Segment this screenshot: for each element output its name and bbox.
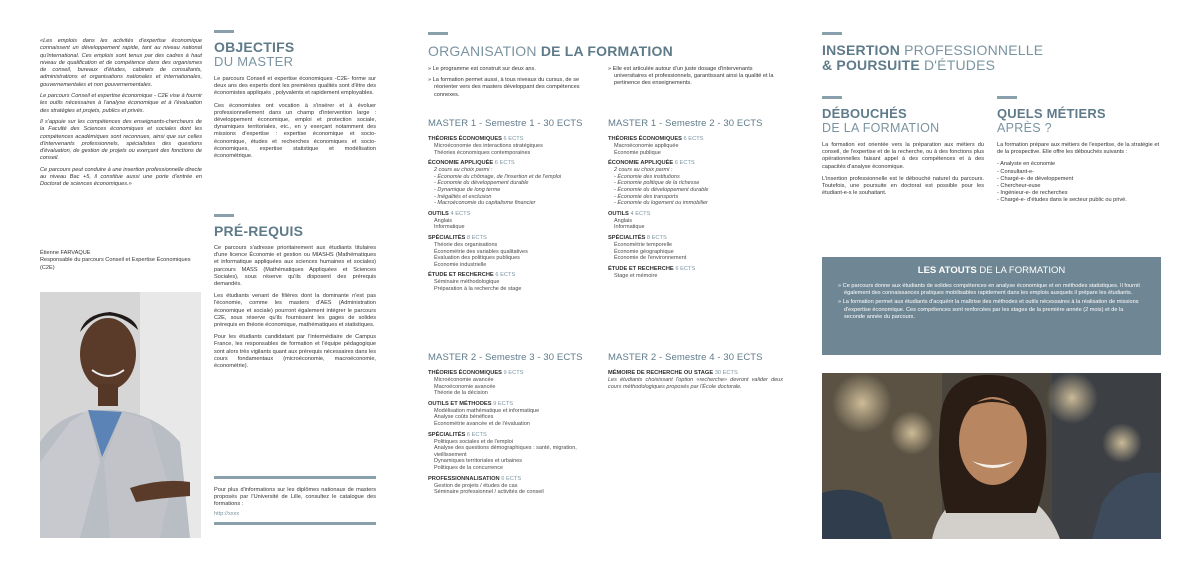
ue-block: [608, 136, 783, 156]
semester-3: [428, 352, 603, 500]
organisation-intro-left: [428, 66, 598, 103]
course: - Économie du développement durable: [434, 180, 529, 187]
list-item: » Ce parcours donne aux étudiants de solides compétences en analyse économique et en méthodes statistiques. Il fournit également des connaissances pratiques mobilisables rapidement dans les emplois auxquels il prépare les étudiants.: [838, 283, 1140, 297]
course: Macroéconomie appliquée: [614, 143, 679, 149]
ue-block: [428, 432, 603, 472]
ue-block: [428, 272, 603, 292]
semester-title: MASTER 2 - Semestre 4 - 30 ECTS: [608, 352, 763, 363]
ue-name: PROFESSIONNALISATION: [428, 475, 500, 482]
course: Analyse coûts bénéfices: [434, 414, 494, 421]
list-item: - Chercheur-euse: [997, 183, 1041, 190]
ue-block: [608, 266, 783, 280]
section-rule: [428, 32, 448, 35]
course: Informatique: [614, 224, 645, 231]
ue-ects: 6 ECTS: [683, 136, 704, 142]
course: Économie géographique: [614, 248, 674, 255]
ue-name: ÉTUDE ET RECHERCHE: [608, 265, 674, 272]
insertion-title-strong: INSERTION: [822, 42, 901, 58]
prerequis-paragraph: Ce parcours s'adresse prioritairement aux étudiants titulaires d'une licence Économie et gestion ou MIASHS (Mathématiques et informatique appliquées aux sciences humaines et sociales) parcours MASS (Mathématiques Appliquées et Sciences Sociales), sous réserve qu'ils disposent des prérequis demandés.: [214, 245, 376, 288]
ue-block: [428, 160, 603, 207]
ue-name: SPÉCIALITÉS: [608, 234, 646, 241]
section-rule: [822, 96, 842, 99]
atouts-box: [822, 257, 1161, 355]
course: Séminaire professionnel / activités de conseil: [434, 489, 544, 496]
course: Modélisation mathématique et informatique: [434, 407, 540, 414]
organisation-title-light: ORGANISATION: [428, 43, 537, 59]
ue-name: THÉORIES ÉCONOMIQUES: [608, 136, 682, 142]
semester-4: [608, 352, 783, 394]
panel-middle: [428, 0, 783, 578]
list-item: - Chargé-e- de développement: [997, 175, 1074, 182]
prerequis-paragraph: Pour les étudiants candidatant par l'intermédiaire de Campus France, les responsables de formation et l'équipe pédagogique sont alors très vigilants quant aux prérequis nécessaires dans les cours fondamentaux (microéconomie, macroéconomie, économétrie).: [214, 334, 376, 370]
ue-ects: 8 ECTS: [466, 234, 487, 241]
ue-ects: 4 ECTS: [450, 210, 471, 217]
quote-paragraph: «Les emplois dans les activités d'expertise économique connaissent un développement rapide, tant au niveau national qu'international. Ces emplois sont tenus par des cadres à haut niveau de qualification et de compétence dans des organismes de conseil, bureaux d'études, cabinets de consultants, administrations et organisations nationales et internationales, gouvernementales et non gouvernementales.: [40, 38, 202, 88]
ue-name: ÉCONOMIE APPLIQUÉE: [428, 160, 494, 167]
panel-right: [822, 0, 1162, 578]
course: Évaluation des politiques publiques: [434, 255, 520, 262]
director-quote: [40, 38, 202, 193]
course: Théories économiques contemporaines: [434, 149, 531, 156]
ue-block: [428, 235, 603, 268]
ue-name: ÉTUDE ET RECHERCHE: [428, 272, 494, 279]
ue-block: [428, 136, 603, 156]
intro-bullet: » Elle est articulée autour d'un juste dosage d'intervenants universitaires et professionnels, garantissant ainsi la qualité et la pertinence des enseignements.: [608, 66, 774, 87]
ue-block: [608, 370, 783, 390]
debouches-paragraph: L'insertion professionnelle est le débouché naturel du parcours. Toutefois, une poursuite en doctorat est possible pour les étudiant-e-s le souhaitant.: [822, 175, 984, 197]
ue-name: OUTILS: [428, 210, 449, 217]
course: - Économie des institutions: [614, 173, 680, 180]
quote-paragraph: Il s'appuie sur les compétences des enseignants-chercheurs de la Faculté des Sciences économiques et sociales dont les compétences académiques sont reconnues, ainsi que sur celles d'intervenants professionnels, spécialistes des questions d'évaluation, de gestion de projets ou exerçant des fonctions de conseil.: [40, 118, 202, 162]
organisation-intro-right: [608, 66, 778, 92]
course: Dynamiques territoriales et urbaines: [434, 458, 523, 465]
ue-ects: 8 ECTS: [646, 234, 667, 241]
list-item: - Chargé-e- d'études dans le secteur public ou privé.: [997, 197, 1127, 204]
insertion-title-light: PROFESSIONNELLE: [904, 42, 1044, 58]
objectifs-paragraph: Le parcours Conseil et expertise économiques -C2E- forme sur deux ans des experts dont les premières qualités sont d'être des économistes appliqués , polyvalents et rapidement employables.: [214, 76, 376, 97]
ue-ects: 6 ECTS: [501, 475, 522, 482]
course: - Dynamique de long terme: [434, 186, 501, 193]
ue-ects: 4 ECTS: [630, 210, 651, 217]
course: - Économie du développement durable: [614, 186, 709, 193]
course: Politiques de la concurrence: [434, 464, 504, 471]
ue-block: [428, 476, 603, 496]
course: Microéconomie des interactions stratégiques: [434, 143, 543, 149]
poursuite-title-light: D'ÉTUDES: [923, 57, 996, 73]
ue-name: ÉCONOMIE APPLIQUÉE: [608, 160, 674, 167]
quote-author: Étienne FARVAQUE: [40, 250, 91, 256]
list-item: - Consultant-e-: [997, 168, 1034, 175]
debouches-subtitle: DE LA FORMATION: [822, 121, 940, 135]
course: Informatique: [434, 224, 465, 231]
debouches-title: DÉBOUCHÉS: [822, 106, 907, 121]
course: Économétrie avancée et de l'évaluation: [434, 420, 530, 427]
student-photo: [822, 373, 1161, 539]
ue-ects: 6 ECTS: [466, 431, 487, 438]
student-photo-illustration: [822, 373, 1161, 539]
info-box: [214, 476, 376, 525]
course: Analyse des questions démographiques : santé, migration, vieillissement: [434, 445, 577, 458]
panel-left: [40, 0, 378, 578]
course: Théorie de la décision: [434, 390, 488, 397]
poursuite-title-strong: & POURSUITE: [822, 57, 920, 73]
prerequis-title: PRÉ-REQUIS: [214, 223, 304, 239]
catalogue-link[interactable]: http://xxxx: [214, 510, 240, 517]
course: - Économie du logement ou immobilier: [614, 200, 708, 207]
course: - Économie des transports: [614, 193, 679, 200]
info-text: Pour plus d'informations sur les diplômes nationaux de masters proposés par l'Université de Lille, consultez le catalogue des formations :: [214, 487, 376, 508]
ue-block: [608, 211, 783, 231]
ue-name: SPÉCIALITÉS: [428, 234, 466, 241]
atouts-title-strong: LES ATOUTS: [917, 265, 977, 276]
director-photo: [40, 292, 201, 538]
organisation-title: [428, 43, 673, 59]
course: Économétrie des variables qualitatives: [434, 248, 528, 255]
course: Microéconomie avancée: [434, 377, 494, 383]
director-photo-illustration: [40, 292, 201, 538]
course: Politiques sociales et de l'emploi: [434, 438, 514, 445]
quote-paragraph: Le parcours Conseil et expertise économique - C2E vise à fournir les outils nécessaires à l'analyse économique et à l'évaluation des stratégies et projets, publics et privés.: [40, 93, 202, 114]
ue-ects: 9 ECTS: [503, 370, 524, 376]
atouts-title-light: DE LA FORMATION: [979, 265, 1066, 276]
semester-2: [608, 118, 783, 283]
quote-role: Responsable du parcours Conseil et Expertise Économiques (C2E): [40, 257, 191, 271]
debouches-section: [822, 96, 984, 202]
section-rule: [997, 96, 1017, 99]
ue-choice-note: 2 cours au choix parmi :: [434, 167, 493, 174]
ue-name: THÉORIES ÉCONOMIQUES: [428, 370, 502, 376]
ue-block: [608, 235, 783, 262]
ue-ects: 9 ECTS: [493, 400, 514, 407]
intro-bullet: » La formation permet aussi, à tous niveaux du cursus, de se réorienter vers des masters développant des compétences connexes.: [428, 77, 580, 98]
ue-block: [428, 370, 603, 397]
prerequis-section: [214, 214, 376, 375]
ue-name: THÉORIES ÉCONOMIQUES: [428, 136, 502, 142]
ue-name: OUTILS: [608, 210, 629, 217]
list-item: » La formation permet aux étudiants d'acquérir la maîtrise des méthodes et outils nécessaires à la réalisation de missions d'expertise économique. Ces compétences sont renforcées par les stages de la première année (2 mois) et de la seconde année du parcours.: [838, 299, 1139, 320]
ue-ects: 6 ECTS: [675, 265, 696, 272]
course: - Inégalités et exclusion: [434, 193, 492, 200]
semester-title: MASTER 1 - Semestre 1 - 30 ECTS: [428, 118, 583, 129]
metiers-subtitle: APRÈS ?: [997, 121, 1052, 135]
ue-block: [608, 160, 783, 207]
ue-ects: 6 ECTS: [674, 160, 695, 167]
ue-block: [428, 211, 603, 231]
list-item: - Analyste en économie: [997, 161, 1056, 168]
atouts-list: [838, 283, 1145, 321]
course: Anglais: [434, 217, 453, 224]
course: Économétrie temporelle: [614, 241, 673, 248]
semester-title: MASTER 1 - Semestre 2 - 30 ECTS: [608, 118, 763, 129]
course: Séminaire méthodologique: [434, 279, 500, 286]
ue-choice-note: 2 cours au choix parmi :: [614, 167, 673, 174]
ue-name: MÉMOIRE DE RECHERCHE OU STAGE: [608, 370, 714, 376]
objectifs-subtitle: DU MASTER: [214, 54, 294, 69]
metiers-title: QUELS MÉTIERS: [997, 106, 1106, 121]
ue-block: [428, 401, 603, 428]
metiers-section: [997, 96, 1159, 205]
course: Économie industrielle: [434, 261, 487, 268]
course: Théorie des organisations: [434, 241, 498, 248]
quote-paragraph: Ce parcours peut conduire à une insertion professionnelle directe au niveau Bac +5, il constitue aussi une porte d'entrée en Doctorat de sciences économiques.»: [40, 166, 202, 188]
course: Stage et mémoire: [614, 272, 658, 279]
debouches-paragraph: La formation est orientée vers la préparation aux métiers du conseil, de l'expertise et de la recherche, ou à des fonctions plus opérationnelles faisant appel à des compétences et à des capacités d'analyse économique.: [822, 142, 984, 170]
intro-bullet: » Le programme est construit sur deux ans.: [428, 66, 536, 72]
ue-name: OUTILS ET MÉTHODES: [428, 400, 492, 407]
metiers-list: [997, 161, 1159, 204]
ue-note: Les étudiants choisissant l'option «recherche» devront valider deux cours méthodologiques proposés par l'École doctorale.: [608, 377, 783, 390]
course: Anglais: [614, 217, 633, 224]
list-item: - Ingénieur-e- de recherches: [997, 190, 1068, 197]
metiers-intro: La formation prépare aux métiers de l'expertise, de la stratégie et de la prospective. Elle offre les débouchés suivants :: [997, 142, 1159, 156]
semester-1: [428, 118, 603, 297]
ue-ects: 6 ECTS: [494, 160, 515, 167]
section-rule: [214, 214, 234, 217]
objectifs-paragraph: Ces économistes ont vocation à s'insérer et à évoluer professionnellement dans un champ d'intervention large : développement économique, emploi et protection sociale, dynamiques territoriales, etc., en y exerçant notamment des missions d'expertise : expertise économique et socio-économique, études et recherches économiques et socio-économiques, expertise statistique et modélisation économétrique.: [214, 102, 376, 160]
section-rule: [214, 30, 234, 33]
course: - Macroéconomie du capitalisme financier: [434, 200, 536, 207]
course: - Économie du chômage, de l'insertion et de l'emploi: [434, 173, 562, 180]
ue-name: SPÉCIALITÉS: [428, 431, 466, 438]
ue-ects: 6 ECTS: [503, 136, 524, 142]
atouts-title: [838, 265, 1145, 276]
ue-ects: 30 ECTS: [714, 370, 738, 376]
course: - Économie politique de la richesse: [614, 180, 700, 187]
quote-signature: [40, 250, 200, 272]
organisation-title-strong: DE LA FORMATION: [540, 43, 673, 59]
course: Macroéconomie avancée: [434, 383, 496, 390]
course: Préparation à la recherche de stage: [434, 285, 522, 292]
course: Gestion de projets / études de cas: [434, 482, 518, 489]
info-box-rule: [214, 522, 376, 525]
prerequis-paragraph: Les étudiants venant de filières dont la dominante n'est pas l'économie, comme les masters d'AES (Administration économique et sociale) pourront également intégrer le parcours C2E, sous réserve qu'ils fournissent les gages de solides prérequis en théorie économique, mathématiques et statistiques.: [214, 293, 376, 329]
course: Économie publique: [614, 149, 661, 156]
ue-ects: 6 ECTS: [495, 272, 516, 279]
objectifs-title: OBJECTIFS: [214, 39, 295, 55]
section-rule: [822, 32, 842, 35]
insertion-title: [822, 43, 1043, 73]
semester-title: MASTER 2 - Semestre 3 - 30 ECTS: [428, 352, 583, 363]
course: Économie de l'environnement: [614, 255, 687, 262]
objectifs-section: [214, 30, 376, 165]
